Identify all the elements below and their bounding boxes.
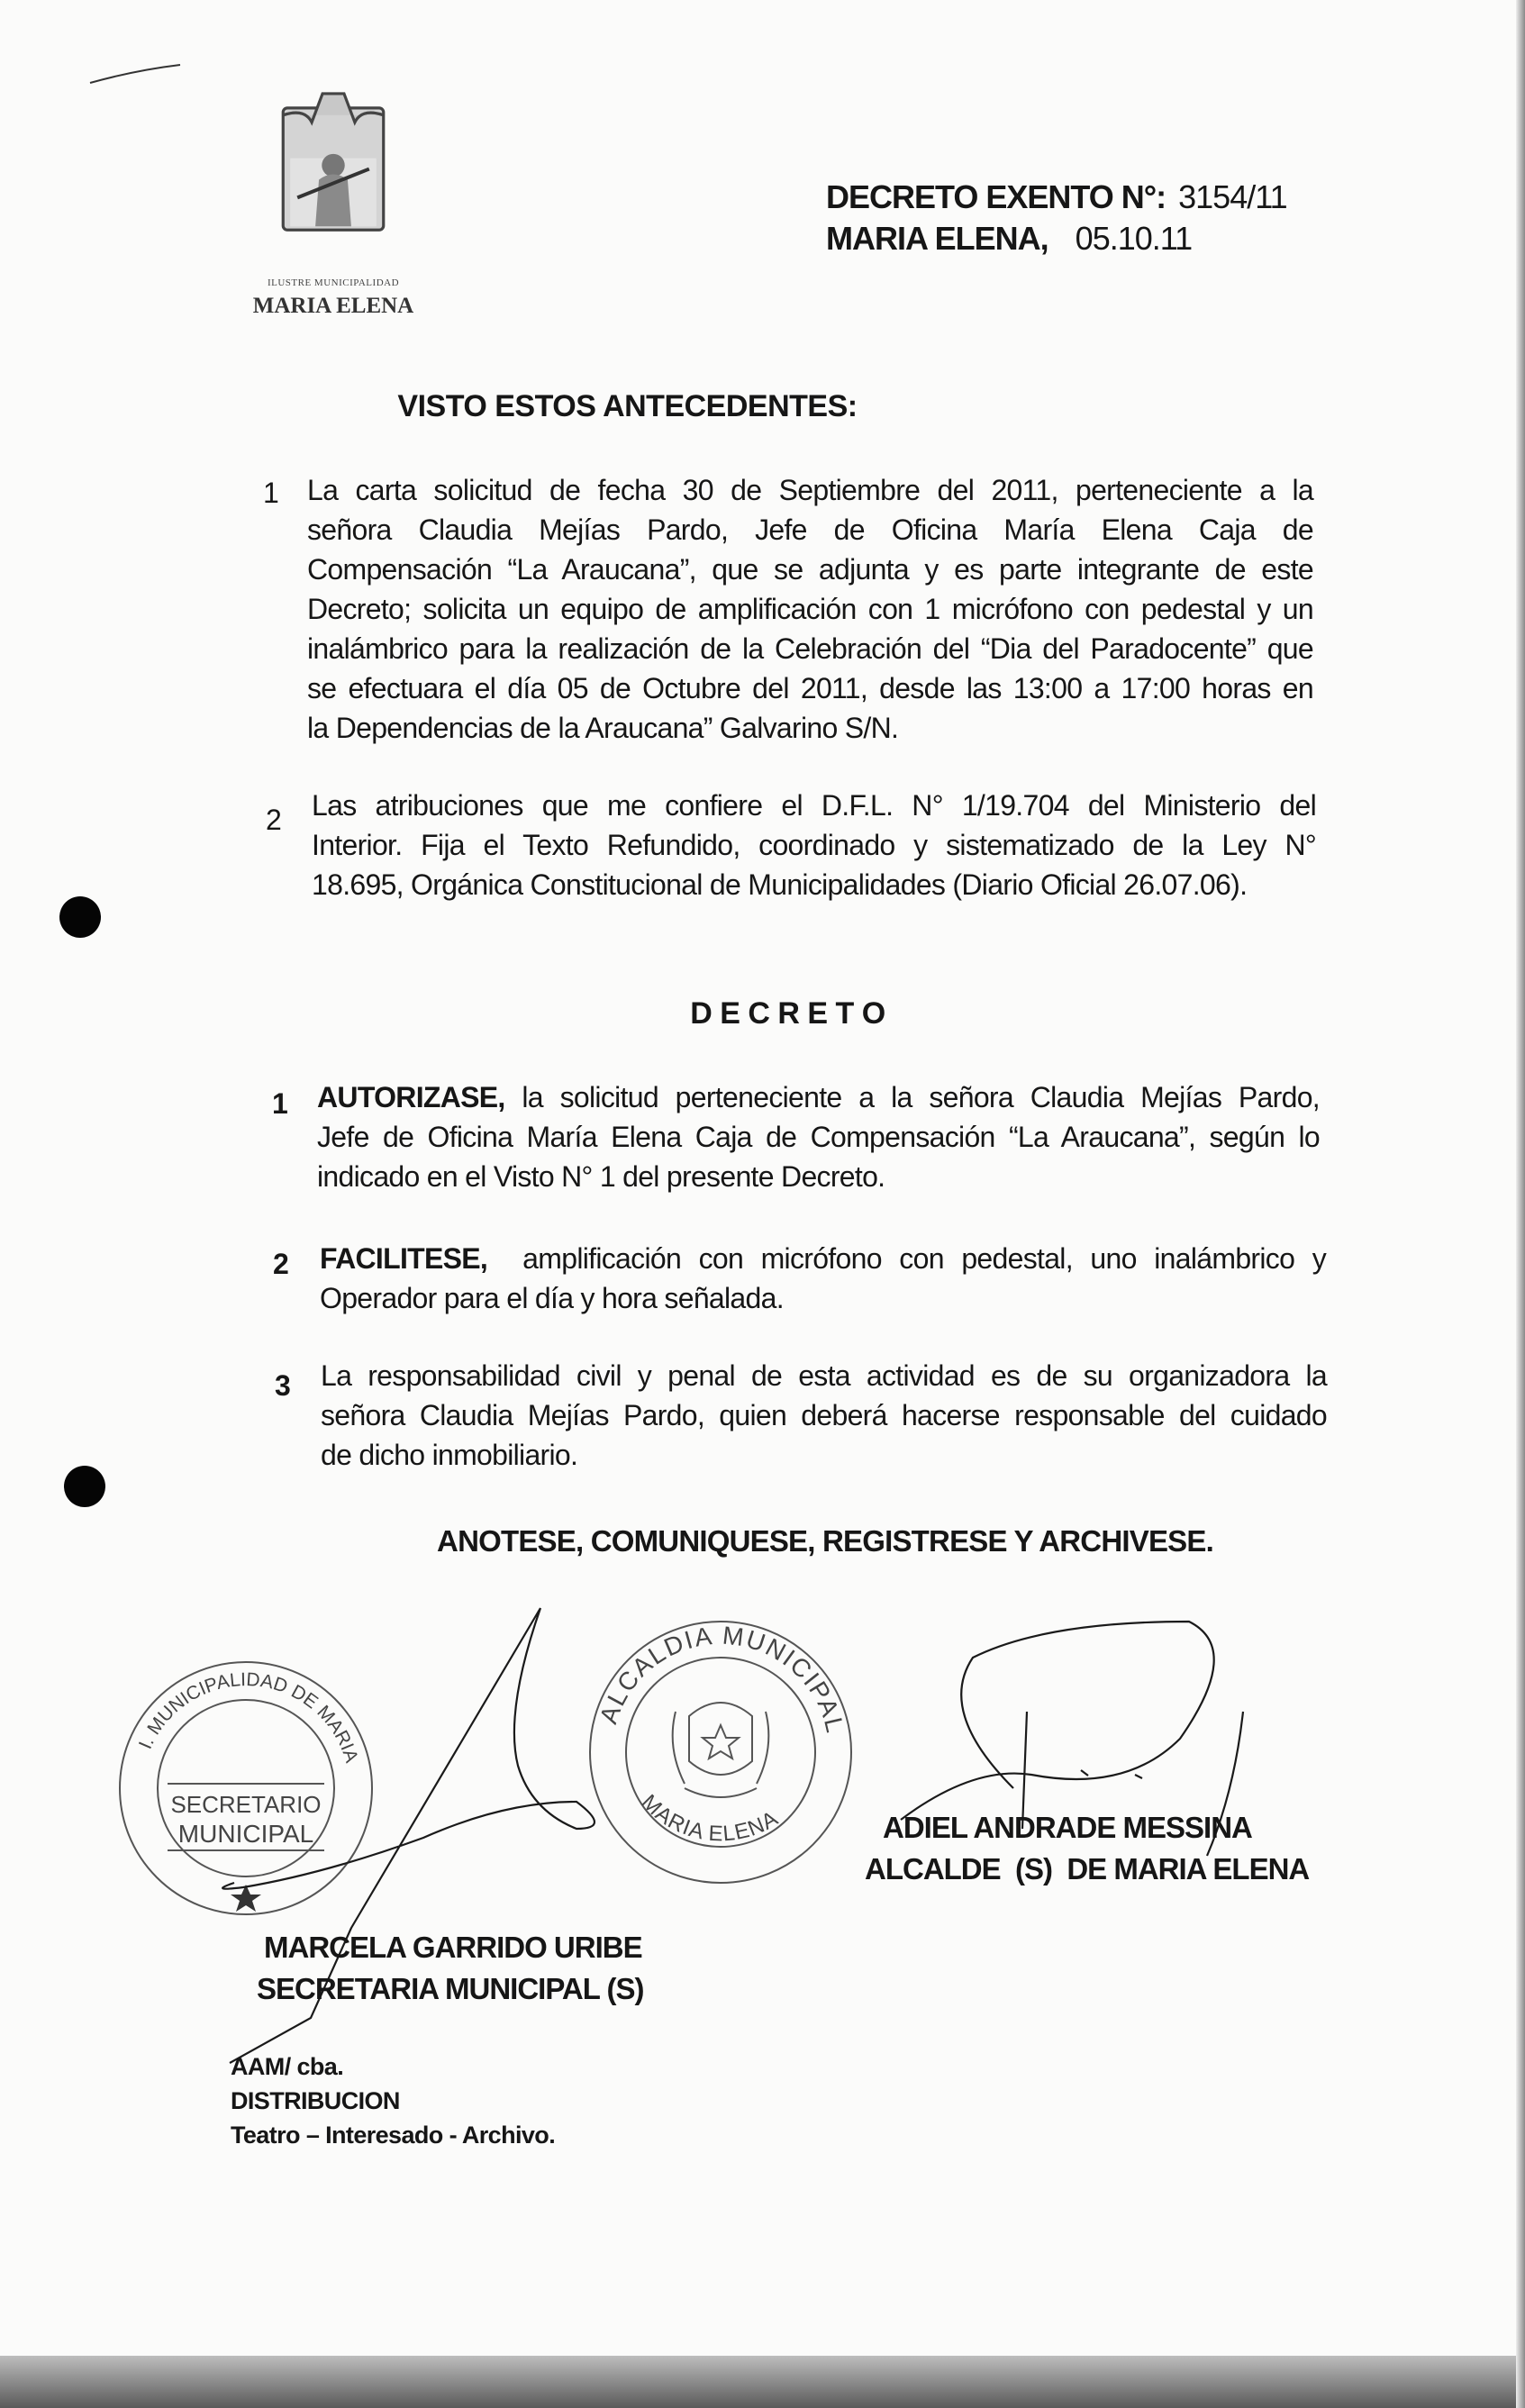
text-line: Interior. Fija el Texto Refundido, coordinado y sistematizado de la Ley N° [312,829,1316,861]
text-line: Decreto; solicita un equipo de amplificación con 1 micrófono con pedestal y un [307,593,1313,625]
decreto-item-number: 3 [275,1369,291,1402]
scan-edge-shadow [0,2356,1525,2408]
visto-item-2 [312,786,1316,904]
decree-date-line [826,220,1192,258]
mayor-stamp [585,1617,856,1887]
decree-action: AUTORIZASE, [317,1081,505,1113]
text-line: señora Claudia Mejías Pardo, quien deberá hacerse responsable del cuidado [321,1399,1327,1431]
text-line: de dicho inmobiliario. [321,1439,578,1471]
punch-hole [64,1466,105,1507]
text-line: señora Claudia Mejías Pardo, Jefe de Oficina María Elena Caja de [307,513,1313,546]
decree-date: 05.10.11 [1075,220,1193,257]
footer [231,2049,555,2152]
decree-label: DECRETO EXENTO N°: [826,178,1166,215]
scan-edge-shadow [1516,0,1525,2408]
closing-formula: ANOTESE, COMUNIQUESE, REGISTRESE Y ARCHIVESE. [437,1524,1213,1558]
stamp-ring-text: ALCALDIA MUNICIPAL [594,1621,850,1737]
mayor-name: ADIEL ANDRADE MESSINA [883,1811,1252,1844]
municipal-crest-logo [261,79,405,273]
text-line: se efectuara el día 05 de Octubre del 2011, desde las 13:00 a 17:00 horas en [307,672,1313,704]
letterhead-municipality: MARIA ELENA [252,294,414,318]
text-line: Operador para el día y hora señalada. [320,1282,784,1314]
letterhead-institution: ILUSTRE MUNICIPALIDAD [267,277,400,288]
distribution-list: Teatro – Interesado - Archivo. [231,2122,556,2149]
decreto-item-1 [317,1077,1320,1196]
decreto-item-number: 1 [272,1087,288,1120]
text-line: Jefe de Oficina María Elena Caja de Compensación “La Araucana”, según lo [317,1121,1320,1153]
stamp-center-line: SECRETARIO [170,1791,322,1818]
text-line: inalámbrico para la realización de la Celebración del “Dia del Paradocente” que [307,632,1313,665]
text-line: la solicitud perteneciente a la señora Claudia Mejías Pardo, [522,1081,1320,1113]
visto-item-1 [307,470,1313,748]
svg-text:MARIA ELENA [637,1790,783,1846]
stamp-ring-text: MARIA ELENA [636,1789,784,1847]
text-line: La carta solicitud de fecha 30 de Septiembre del 2011, perteneciente a la [307,474,1313,506]
text-line: indicado en el Visto N° 1 del presente Decreto. [317,1160,885,1193]
decreto-item-number: 2 [273,1248,289,1280]
initials: AAM/ cba. [231,2053,344,2080]
secretary-title: SECRETARIA MUNICIPAL (S) [257,1972,644,2005]
decree-number: 3154/11 [1178,178,1287,215]
decreto-heading: D E C R E T O [690,996,885,1031]
secretary-name: MARCELA GARRIDO URIBE [264,1931,642,1964]
visto-heading: VISTO ESTOS ANTECEDENTES: [397,389,858,423]
text-line: Compensación “La Araucana”, que se adjunta y es parte integrante de este [307,553,1313,586]
text-line: la Dependencias de la Araucana” Galvarino S/N. [307,712,899,744]
place-label: MARIA ELENA, [826,220,1048,257]
mayor-signature [0,0,1,1]
decree-action: FACILITESE, [320,1242,488,1275]
decreto-item-2 [320,1239,1326,1318]
visto-item-number: 1 [263,477,279,509]
punch-hole [59,896,101,938]
decreto-item-3 [321,1356,1327,1475]
decree-number-line [826,178,1287,216]
distribution-label: DISTRIBUCION [231,2087,400,2114]
text-line: La responsabilidad civil y penal de esta actividad es de su organizadora la [321,1359,1327,1392]
text-line: Las atribuciones que me confiere el D.F.L. N° 1/19.704 del Ministerio del [312,789,1316,822]
secretary-stamp [108,1641,377,1919]
mayor-title: ALCALDE (S) DE MARIA ELENA [865,1852,1310,1886]
stamp-ring-text: I. MUNICIPALIDAD DE MARIA ELENA [108,1641,364,1769]
text-line: 18.695, Orgánica Constitucional de Municipalidades (Diario Oficial 26.07.06). [312,868,1248,901]
text-line: amplificación con micrófono con pedestal, uno inalámbrico y [522,1242,1326,1275]
stamp-center-line: MUNICIPAL [177,1820,314,1848]
visto-item-number: 2 [266,804,282,836]
coat-of-arms-icon [673,1703,769,1797]
